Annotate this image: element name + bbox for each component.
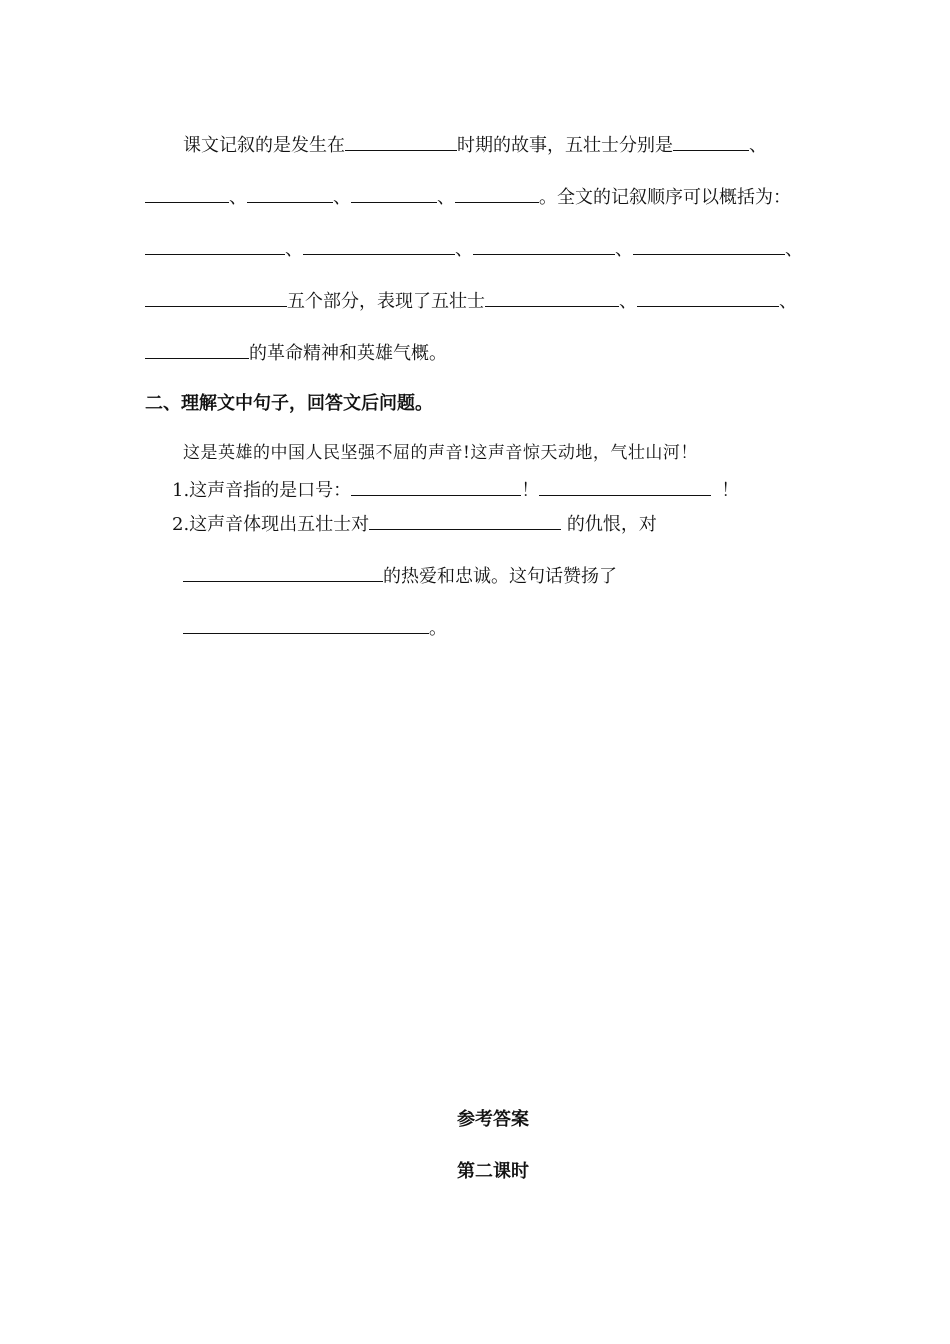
section-heading: 二、理解文中句子，回答文后问题。 (145, 393, 433, 414)
blank-love[interactable] (183, 564, 383, 582)
blank-soldier-2[interactable] (145, 185, 229, 203)
fill-line-1 (183, 133, 767, 157)
separator: 、 (333, 187, 351, 208)
blank-hatred[interactable] (369, 512, 561, 530)
question-2-line-2 (183, 564, 617, 588)
text-segment: 。全文的记叙顺序可以概括为： (539, 187, 791, 208)
blank-slogan-2[interactable] (539, 478, 711, 496)
text-segment: 时期的故事，五壮士分别是 (457, 135, 673, 156)
separator: 、 (285, 239, 303, 260)
fill-line-2 (145, 185, 791, 209)
period: 。 (429, 618, 447, 639)
answers-subtitle: 第二课时 (457, 1161, 529, 1182)
text-segment: 的仇恨，对 (561, 514, 657, 535)
text-segment: 的热爱和忠诚。这句话赞扬了 (383, 566, 617, 587)
blank-period[interactable] (345, 133, 457, 151)
text-segment: 课文记叙的是发生在 (183, 135, 345, 156)
blank-soldier-3[interactable] (247, 185, 333, 203)
question-2-prefix: 2.这声音体现出五壮士对 (172, 514, 370, 535)
separator: 、 (455, 239, 473, 260)
blank-spirit-2[interactable] (637, 289, 779, 307)
text-segment: 的革命精神和英雄气概。 (249, 343, 447, 364)
blank-part-3[interactable] (473, 237, 615, 255)
text-segment: 五个部分，表现了五壮士 (287, 291, 485, 312)
separator: 、 (619, 291, 637, 312)
exclamation: ！ (521, 480, 540, 501)
separator: 、 (749, 135, 767, 156)
blank-part-4[interactable] (633, 237, 785, 255)
question-1-prefix: 1.这声音指的是口号： (172, 480, 352, 501)
fill-line-5 (145, 341, 447, 365)
answers-title: 参考答案 (457, 1109, 529, 1130)
separator: 、 (615, 239, 633, 260)
blank-part-5[interactable] (145, 289, 287, 307)
fill-line-4 (145, 289, 797, 313)
question-2 (172, 512, 657, 536)
blank-soldier-1[interactable] (673, 133, 749, 151)
question-2-line-3 (183, 616, 447, 640)
blank-soldier-4[interactable] (351, 185, 437, 203)
blank-part-2[interactable] (303, 237, 455, 255)
blank-spirit-3[interactable] (145, 341, 249, 359)
blank-praise[interactable] (183, 616, 429, 634)
blank-part-1[interactable] (145, 237, 285, 255)
separator: 、 (785, 239, 803, 260)
blank-slogan-1[interactable] (351, 478, 521, 496)
blank-soldier-5[interactable] (455, 185, 539, 203)
blank-spirit-1[interactable] (485, 289, 619, 307)
separator: 、 (229, 187, 247, 208)
question-1 (172, 478, 739, 502)
fill-line-3 (145, 237, 803, 261)
separator: 、 (437, 187, 455, 208)
exclamation: ！ (721, 480, 740, 501)
separator: 、 (779, 291, 797, 312)
quoted-sentence: 这是英雄的中国人民坚强不屈的声音!这声音惊天动地，气壮山河！ (183, 443, 698, 463)
